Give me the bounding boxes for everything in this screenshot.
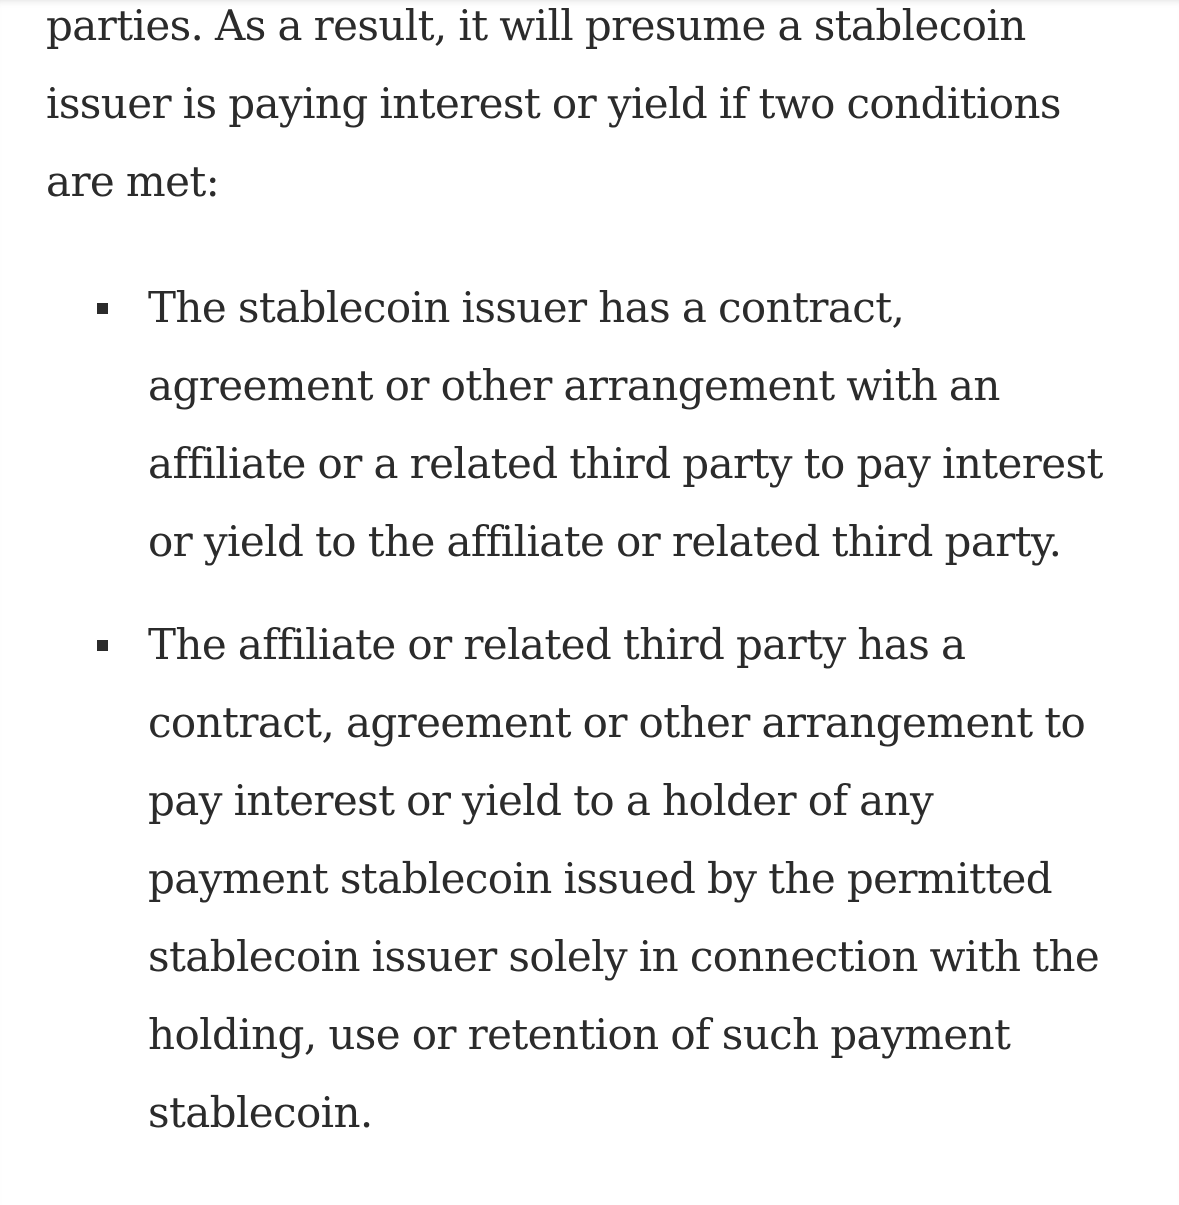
list-item-line: agreement or other arrangement with an [148,361,1000,410]
paragraph-line: parties. As a result, it will presume a stablecoin [46,1,1026,50]
list-item [46,269,1146,581]
square-bullet-icon [97,640,108,651]
list-item-line: holding, use or retention of such payment [148,1010,1011,1059]
list-item-line: The affiliate or related third party has a [148,620,966,669]
list-item-line: stablecoin issuer solely in connection with the [148,932,1100,981]
conditions-list [46,269,1146,1152]
paragraph-line: issuer is paying interest or yield if two conditions [46,79,1061,128]
list-item [46,606,1146,1152]
list-item-line: pay interest or yield to a holder of any [148,776,934,825]
intro-paragraph [46,0,1146,221]
list-item-line: contract, agreement or other arrangement to [148,698,1086,747]
article-body [46,0,1146,1152]
list-item-line: or yield to the affiliate or related third party. [148,517,1062,566]
square-bullet-icon [97,303,108,314]
paragraph-line: are met: [46,157,220,206]
list-item-line: affiliate or a related third party to pay interest [148,439,1103,488]
list-item-line: stablecoin. [148,1088,373,1137]
list-item-line: payment stablecoin issued by the permitted [148,854,1053,903]
list-item-line: The stablecoin issuer has a contract, [148,283,905,332]
